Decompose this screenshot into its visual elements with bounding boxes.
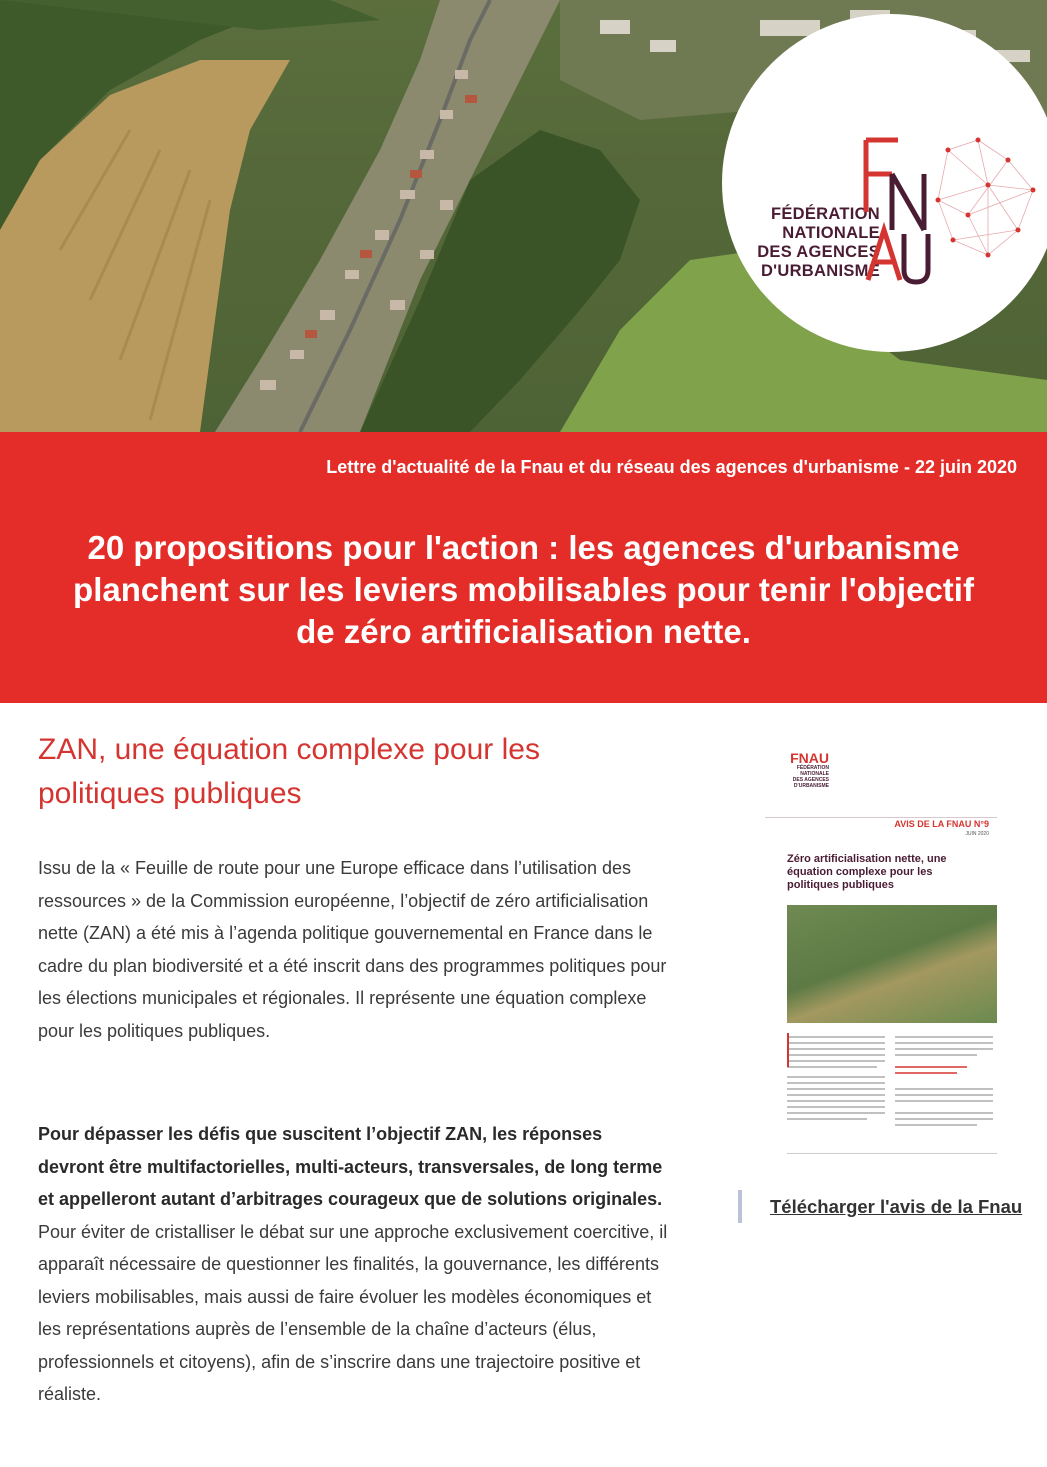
thumb-footer-rule [787, 1153, 997, 1154]
thumb-avis-label: AVIS DE LA FNAU N°9 [894, 819, 989, 829]
logo-line: FÉDÉRATION [770, 205, 880, 223]
thumb-logo [789, 751, 829, 789]
report-cover-thumbnail[interactable] [765, 745, 997, 1163]
fnau-logo-mark-icon [858, 130, 1047, 300]
article-paragraph-2 [38, 1118, 668, 1411]
newsletter-subtitle: Lettre d'actualité de la Fnau et du réseau des agences d'urbanisme - 22 juin 2020 [326, 457, 1017, 477]
logo-line: D'URBANISME [760, 262, 880, 280]
download-avis-link[interactable]: Télécharger l'avis de la Fnau [770, 1196, 1023, 1217]
thumb-logo-line: FÉDÉRATION [796, 765, 829, 771]
thumb-title: Zéro artificialisation nette, une équation complexe pour les politiques publiques [787, 853, 947, 891]
article-paragraph-2-bold: Pour dépasser les défis que suscitent l’objectif ZAN, les réponses devront être multifactorielles, multi-acteurs, transversales, de long terme et appelleront autant d’arbitrages courageux que de solutions originales. [38, 1124, 663, 1209]
newsletter-title: 20 propositions pour l'action : les agences d'urbanisme planchent sur les leviers mobilisables pour tenir l'objectif de zéro artificialisation nette. [73, 529, 974, 650]
thumb-logo-line: NATIONALE [800, 771, 829, 777]
thumb-photo [787, 905, 997, 1023]
thumb-divider [765, 817, 997, 818]
thumb-date: JUIN 2020 [965, 831, 989, 837]
thumb-logo-line: D'URBANISME [793, 783, 829, 789]
thumb-logo-mark: FNAU [790, 750, 829, 766]
article-paragraph-2-rest: Pour éviter de cristalliser le débat sur une approche exclusivement coercitive, il apparaît nécessaire de questionner les finalités, la gouvernance, les différents leviers mobilisables, mais aussi de faire évoluer les modèles économiques et les représentations auprès de l’ensemble de la chaîne d’acteurs (élus, professionnels et citoyens), afin de s’inscrire dans une trajectoire positive et réaliste. [38, 1221, 668, 1404]
logo-line: NATIONALE [782, 224, 880, 242]
article-paragraph-1: Issu de la « Feuille de route pour une Europe efficace dans l’utilisation des ressources » de la Commission européenne, l’objectif de zéro artificialisation nette (ZAN) a été mis à l’agenda politique gouvernemental en France dans le cadre du plan biodiversité et a été inscrit dans des programmes politiques pour les élections municipales et régionales. Il représente une équation complexe pour les politiques publiques. [38, 858, 667, 1041]
thumb-text-lines [787, 1033, 997, 1143]
thumb-logo-line: DES AGENCES [792, 777, 829, 783]
logo-line: DES AGENCES [757, 243, 880, 261]
article-heading: ZAN, une équation complexe pour les politiques publiques [38, 733, 540, 810]
download-link-block [738, 1190, 1040, 1223]
